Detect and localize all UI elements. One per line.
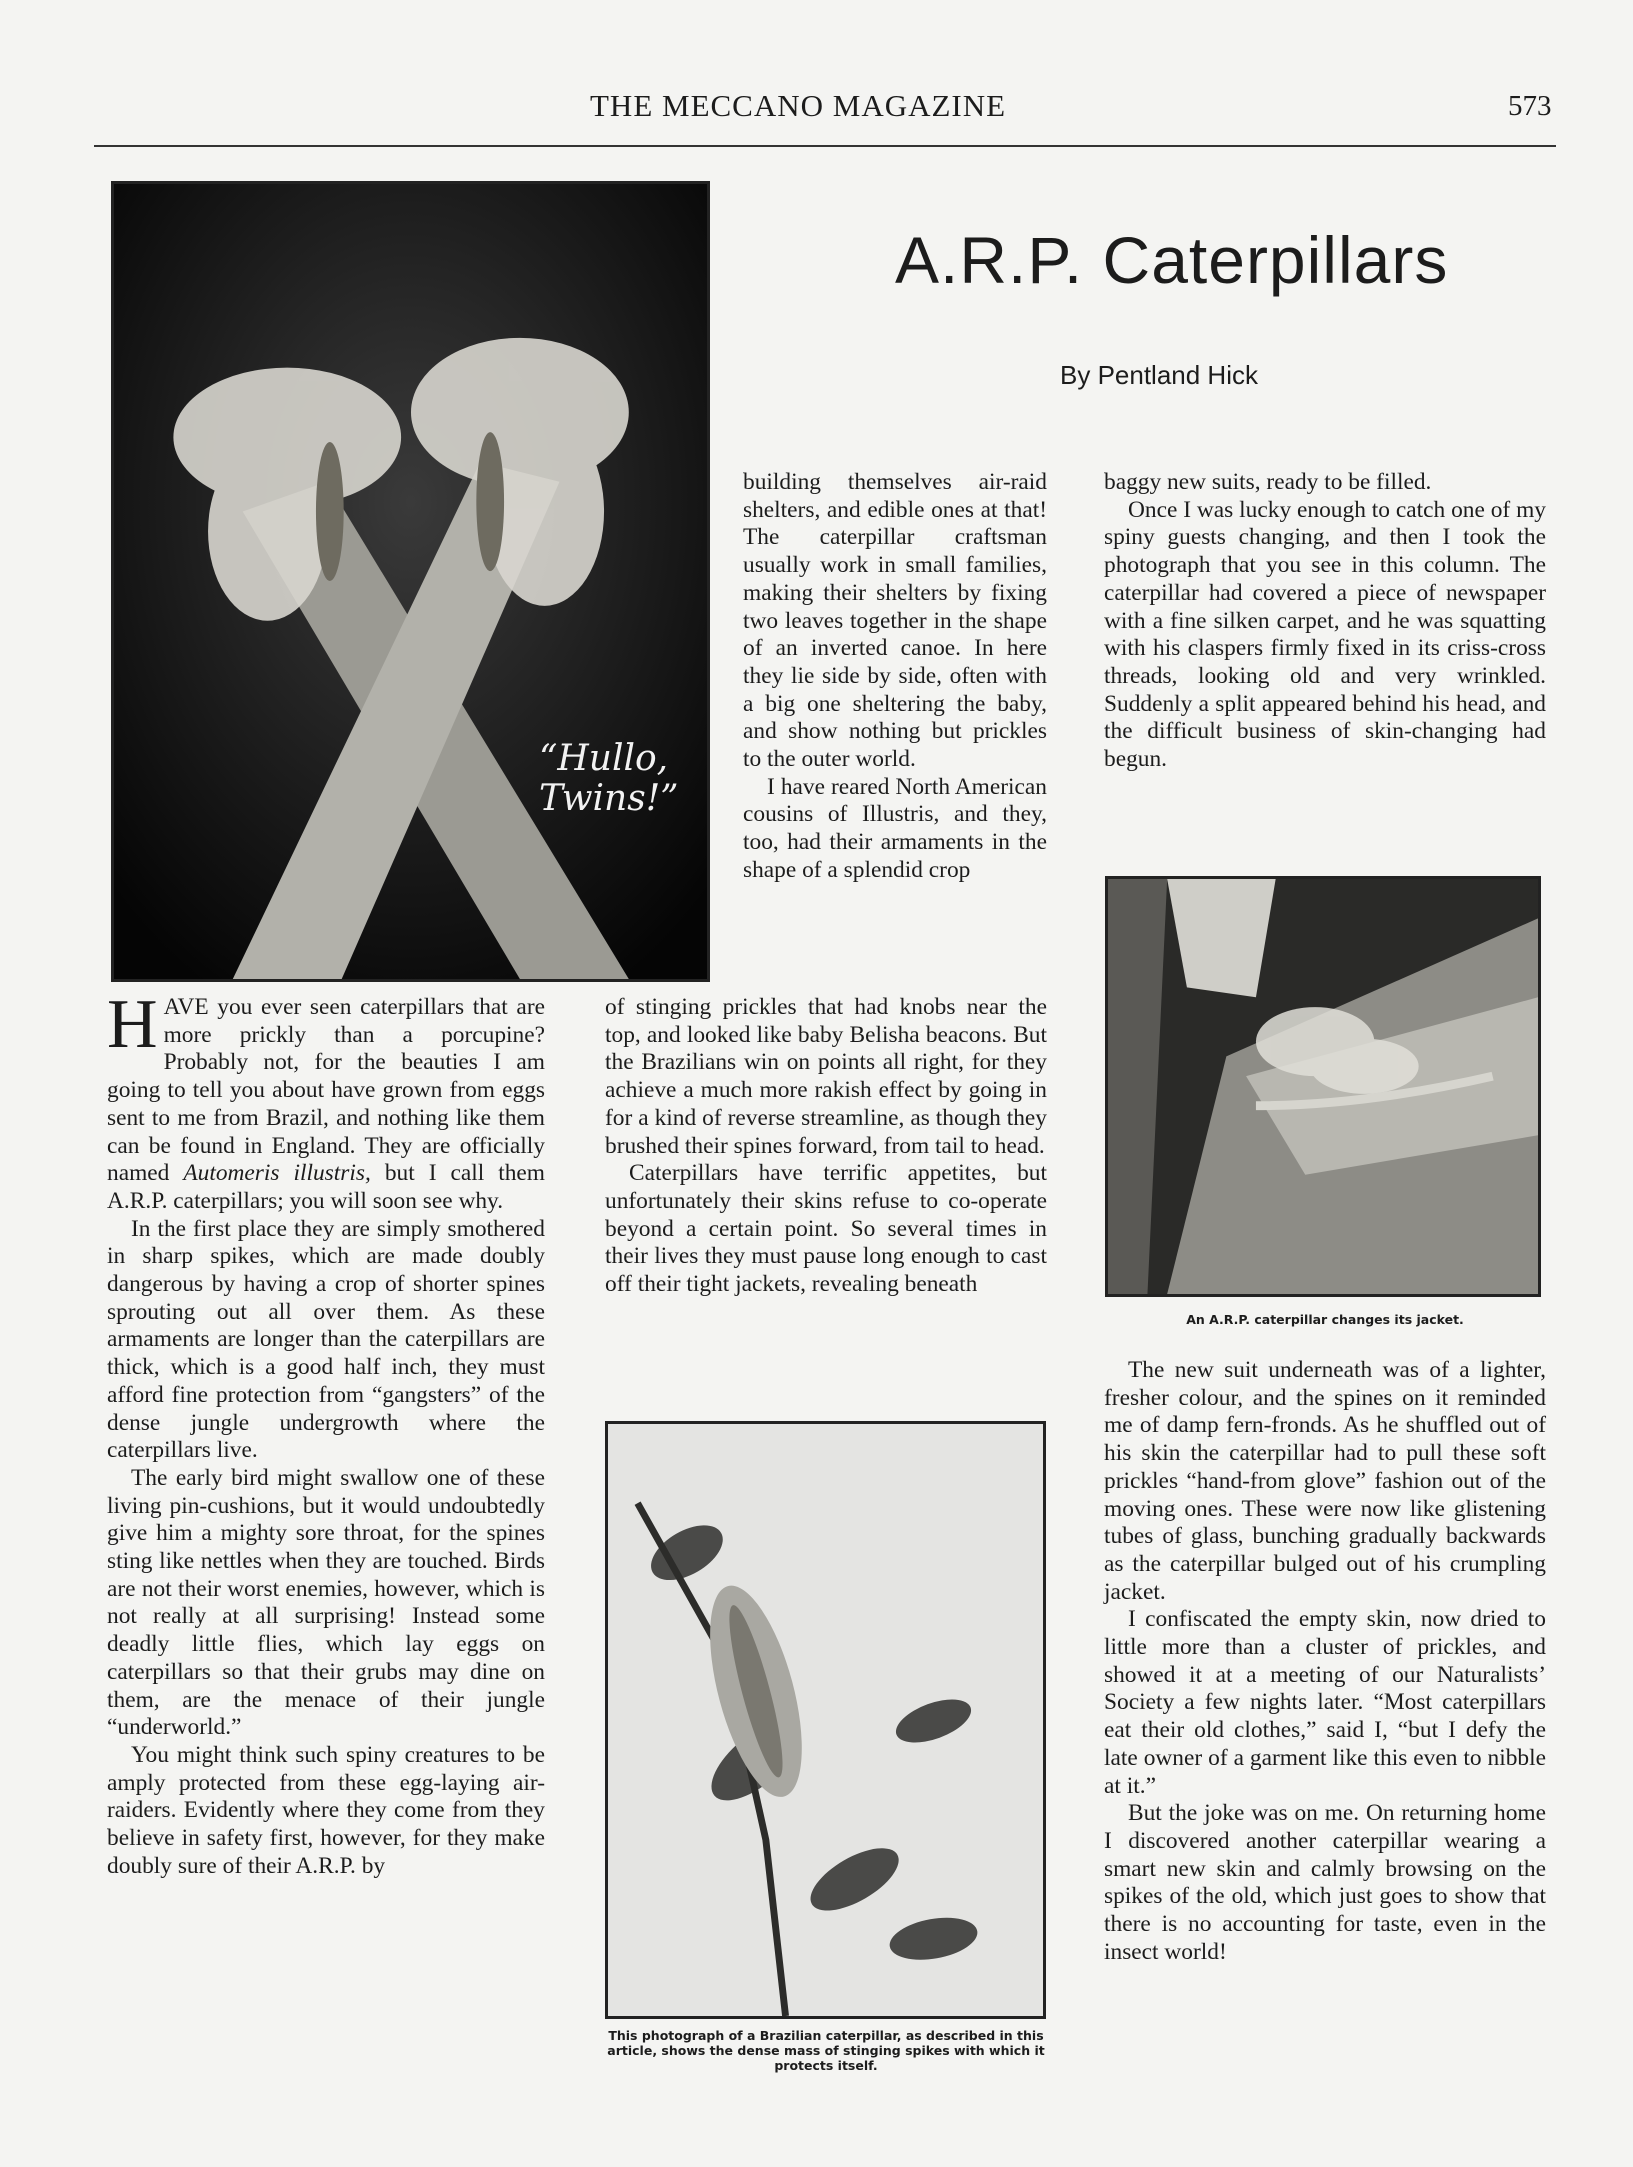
column-1 — [107, 986, 545, 1881]
paragraph: of stinging prickles that had knobs near the top, and looked like baby Belisha beacons. But the Brazilians win on points all right, for they achieve a much more rakish effect by going in for a kind of reverse streamline, as though they brushed their spines forward, from tail to head. — [605, 994, 1047, 1159]
header-rule — [94, 145, 1556, 147]
brazilian-caterpillar-photo — [605, 1421, 1046, 2019]
article-title: A.R.P. Caterpillars — [895, 223, 1449, 297]
paragraph: HAVE you ever seen caterpillars that are more prickly than a porcupine? Probably not, for the beauties I am going to tell you about have grown from eggs sent to me from Brazil, and nothing like them can be found in England. They are officially named Automeris illustris, but I call them A.R.P. caterpillars; you will soon see why. — [107, 986, 545, 1214]
byline: By Pentland Hick — [1060, 360, 1258, 390]
paragraph: Once I was lucky enough to catch one of my spiny guests changing, and then I took the photograph that you see in this column. The caterpillar had covered a piece of newspaper with a fine silken carpet, and he was squatting with his claspers firmly fixed in its criss-cross threads, looking old and very wrinkled. Suddenly a split appeared behind his head, and the difficult business of skin-changing had begun. — [1104, 496, 1546, 773]
paragraph: The early bird might swallow one of these living pin-cushions, but it would undoubtedly give him a mighty sore throat, for the spines sting like nettles when they are touched. Birds are not their worst enemies, however, which is not really at all surprising! Instead some deadly little flies, which lay eggs on caterpillars so that their grubs may dine on them, are the menace of their jungle “underworld.” — [107, 1464, 545, 1741]
paragraph: I confiscated the empty skin, now dried to little more than a cluster of prickles, and showed it at a meeting of our Naturalists’ Society a few nights later. “Most caterpillars eat their old clothes,” said I, “but I defy the late owner of a garment like this even to nibble at it.” — [1104, 1606, 1546, 1799]
column-3-lower — [1104, 1357, 1546, 1966]
paragraph: baggy new suits, ready to be filled. — [1104, 469, 1432, 495]
paragraph: Caterpillars have terrific appetites, but unfortunately their skins refuse to co-operate beyond a certain point. So several times in their lives they must pause long enough to cast off their tight jackets, revealing beneath — [605, 1160, 1047, 1298]
drop-cap: H — [107, 986, 158, 1063]
jacket-photo — [1105, 876, 1541, 1297]
brazilian-photo-caption: This photograph of a Brazilian caterpillar, as described in this article, shows the dense mass of stinging spikes with which it protects itself. — [607, 2028, 1045, 2073]
jacket-photo-caption: An A.R.P. caterpillar changes its jacket. — [1186, 1312, 1464, 1327]
column-2-lower — [605, 994, 1047, 1299]
paragraph: I have reared North American cousins of Illustris, and they, too, had their armaments in the shape of a splendid crop — [743, 773, 1047, 883]
twins-photo — [111, 181, 710, 982]
paragraph: In the first place they are simply smothered in sharp spikes, which are made doubly dangerous by having a crop of shorter spines sprouting out all over them. As these armaments are longer than the caterpillars are thick, which is a good half inch, they must afford fine protection from “gangsters” of the dense jungle undergrowth where the caterpillars live. — [107, 1215, 545, 1464]
paragraph: But the joke was on me. On returning home I discovered another caterpillar wearing a smart new skin and calmly browsing on the spikes of the old, which just goes to show that there is no accounting for taste, even in the insect world! — [1104, 1800, 1546, 1965]
paragraph: The new suit underneath was of a lighter, fresher colour, and the spines on it reminded me of damp fern-fronds. As he shuffled out of his skin the caterpillar had to pull these soft prickles “hand-from glove” fashion out of the moving ones. These were now like glistening tubes of glass, bunching gradually backwards as the caterpillar bulged out of his crumpling jacket. — [1104, 1357, 1546, 1605]
page-number: 573 — [1508, 90, 1552, 122]
paragraph: You might think such spiny creatures to be amply protected from these egg-laying air-raiders. Evidently where they come from they believe in safety first, however, for they make doubly sure of their A.R.P. by — [107, 1741, 545, 1879]
paragraph: building themselves air-raid shelters, and edible ones at that! The caterpillar craftsman usually work in small families, making their shelters by fixing two leaves together in the shape of an inverted canoe. In here they lie side by side, often with a big one sheltering the baby, and show nothing but prickles to the outer world. — [743, 469, 1047, 773]
column-3-upper — [1104, 469, 1546, 774]
magazine-title: THE MECCANO MAGAZINE — [590, 88, 1007, 123]
running-head — [0, 88, 1633, 128]
column-2-upper — [743, 469, 1047, 885]
twins-overlay-text: “Hullo, Twins!” — [539, 738, 679, 819]
